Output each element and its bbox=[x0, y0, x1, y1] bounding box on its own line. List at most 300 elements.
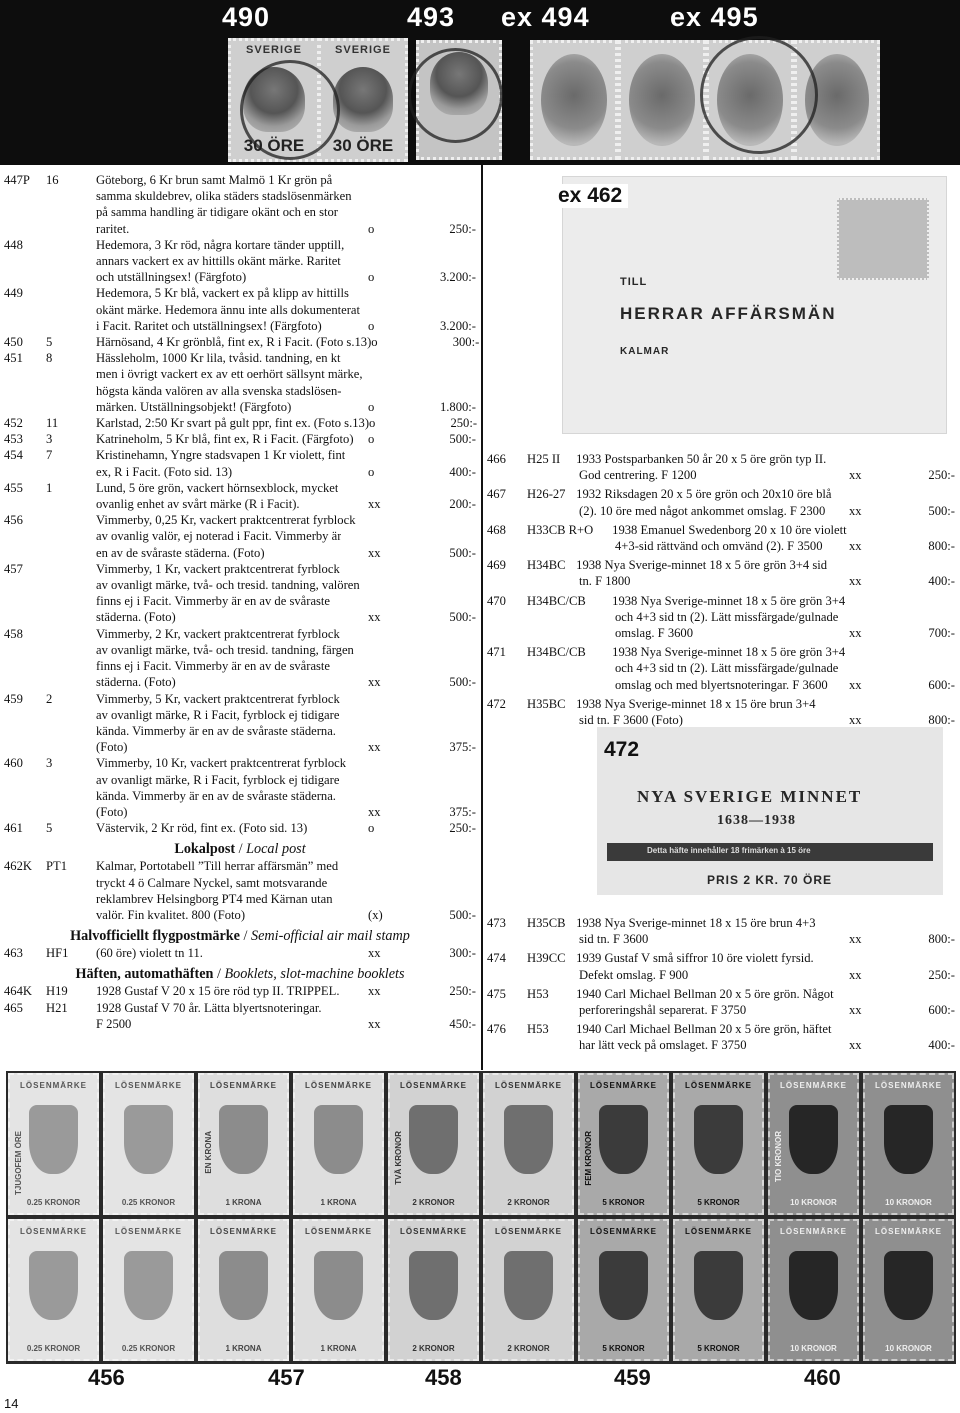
top-stamp-photo bbox=[0, 0, 960, 165]
catalog-number: 5 bbox=[46, 821, 53, 836]
condition-code: xx bbox=[368, 497, 381, 512]
starting-price: 1.800:- bbox=[439, 399, 476, 414]
description-line bbox=[527, 538, 955, 554]
description-line bbox=[96, 755, 476, 771]
description-line bbox=[527, 609, 955, 625]
lot-number: 452 bbox=[4, 416, 23, 431]
coat-of-arms-icon bbox=[504, 1105, 553, 1174]
description-line bbox=[96, 221, 476, 237]
catalog-number bbox=[46, 561, 96, 626]
description-line bbox=[96, 561, 476, 577]
starting-price: 600:- bbox=[928, 1003, 955, 1018]
tile-value-text: 1 KRONA bbox=[320, 1344, 357, 1353]
description-line bbox=[527, 660, 955, 676]
lot-number: 451 bbox=[4, 351, 23, 366]
description-line bbox=[527, 712, 955, 728]
condition-code: o bbox=[371, 335, 378, 350]
stamp-tile bbox=[483, 1219, 574, 1361]
description-text: (2). 10 öre med något ankommet omslag. F 2300 bbox=[579, 503, 826, 518]
lot-description bbox=[527, 557, 955, 589]
description-text: 1938 Nya Sverige-minnet 18 x 15 öre brun 3+4 bbox=[576, 696, 816, 711]
starting-price: 375:- bbox=[449, 740, 476, 755]
lot-description bbox=[96, 820, 476, 836]
description-text: en av de svåraste städerna. (Foto) bbox=[96, 545, 265, 560]
description-text: 1938 Nya Sverige-minnet 18 x 5 öre grön 3+4 bbox=[612, 645, 846, 660]
coat-of-arms-icon bbox=[124, 1105, 173, 1174]
description-line bbox=[96, 350, 476, 366]
description-line bbox=[96, 875, 476, 891]
stamp-tile bbox=[388, 1219, 479, 1361]
description-text: reklambrev Helsingborg PT4 med Kärnan utan bbox=[96, 891, 333, 906]
catalog-number bbox=[46, 285, 96, 334]
left-lot-list bbox=[4, 172, 480, 1032]
description-line bbox=[96, 674, 476, 690]
description-line bbox=[96, 512, 476, 528]
description-text: av ovanligt märke, R i Facit, fyrblock ej tidigare bbox=[96, 707, 340, 722]
description-text: God centrering. F 1200 bbox=[579, 468, 697, 483]
catalog-number: H35CB bbox=[527, 916, 566, 930]
catalog-number: H34BC bbox=[527, 558, 566, 573]
king-portrait-icon bbox=[333, 67, 393, 132]
coat-of-arms-icon bbox=[789, 1251, 838, 1320]
lot-number: 463 bbox=[4, 946, 23, 961]
coat-of-arms-icon bbox=[694, 1251, 743, 1320]
photo-caption-459: 459 bbox=[614, 1365, 651, 1390]
description-text: högsta kända valören av alla svenska stadslösen- bbox=[96, 383, 342, 398]
catalog-number: 3 bbox=[46, 756, 53, 771]
stamp-block bbox=[6, 1071, 196, 1364]
description-text: (Foto) bbox=[96, 804, 128, 819]
stamp-tile bbox=[863, 1219, 954, 1361]
lot-row bbox=[4, 415, 476, 431]
stamp-tile bbox=[103, 1073, 194, 1215]
tile-side-text: FEM KRONOR bbox=[584, 1131, 593, 1186]
description-text: Härnösand, 4 Kr grönblå, fint ex, R i Facit. (Foto s.13) bbox=[96, 335, 372, 350]
stamp-denomination-text: 30 ÖRE bbox=[243, 136, 305, 155]
description-text: kända. Vimmerby är en av de svåraste städerna. bbox=[96, 788, 336, 803]
stamp-tile bbox=[578, 1219, 669, 1361]
condition-code: o bbox=[368, 432, 375, 447]
cover-text-nya-sverige: NYA SVERIGE MINNET bbox=[637, 787, 863, 806]
local-post-lots bbox=[4, 858, 476, 923]
lot-number: 464K bbox=[4, 984, 32, 999]
catalog-number: H34BC/CB bbox=[527, 645, 586, 660]
description-text: tn. F 1800 bbox=[579, 574, 631, 589]
lot-description bbox=[96, 447, 476, 479]
description-text: Katrineholm, 5 Kr blå, fint ex, R i Facit. (Färgfoto) bbox=[96, 432, 354, 447]
catalog-number: H53 bbox=[527, 1022, 549, 1037]
lot-meta bbox=[849, 1002, 955, 1018]
cover-text-years: 1638—1938 bbox=[717, 813, 796, 828]
description-left bbox=[527, 609, 838, 625]
lot-meta bbox=[368, 983, 476, 999]
section-title: Lokalpost bbox=[174, 841, 236, 858]
lot-description bbox=[527, 1021, 955, 1053]
description-text: ex, R i Facit. (Foto sid. 13) bbox=[96, 464, 233, 479]
description-text: av ovanligt märke, två- och tresid. tandning, valören bbox=[96, 578, 360, 593]
lot-row bbox=[4, 447, 476, 479]
description-line bbox=[527, 557, 955, 573]
stamp-tile bbox=[673, 1073, 764, 1215]
description-line bbox=[96, 302, 476, 318]
starting-price: 250:- bbox=[449, 821, 476, 836]
description-line bbox=[96, 642, 476, 658]
lot-meta bbox=[368, 804, 476, 820]
description-text: 1940 Carl Michael Bellman 20 x 5 öre grön. Något bbox=[576, 986, 834, 1001]
right-lot-list-lower bbox=[487, 915, 955, 1057]
lot-meta bbox=[849, 625, 955, 641]
description-text: i Facit. Raritet och utställningsex! (Färgfoto) bbox=[96, 318, 322, 333]
cover-text-contents: Detta häfte innehåller 18 frimärken à 15 öre bbox=[647, 846, 811, 855]
description-left bbox=[527, 467, 697, 483]
lot-number: 465 bbox=[4, 1000, 23, 1015]
catalog-number: 2 bbox=[46, 691, 53, 706]
catalog-number: H26-27 bbox=[527, 487, 566, 502]
lot-row bbox=[4, 431, 476, 447]
stamp-tile bbox=[293, 1073, 384, 1215]
condition-code: xx bbox=[368, 1016, 381, 1031]
catalog-number: 16 bbox=[46, 173, 59, 187]
stamp-tile bbox=[768, 1219, 859, 1361]
starting-price: 3.200:- bbox=[439, 270, 476, 285]
column-divider bbox=[481, 165, 483, 1070]
description-text: Defekt omslag. F 900 bbox=[579, 967, 689, 982]
description-line bbox=[527, 931, 955, 947]
lot-number: 459 bbox=[4, 691, 23, 706]
lot-description bbox=[527, 486, 955, 518]
lot-meta bbox=[849, 712, 955, 728]
stamp-block bbox=[196, 1071, 386, 1364]
coat-of-arms-icon bbox=[124, 1251, 173, 1320]
starting-price: 450:- bbox=[449, 1016, 476, 1031]
description-text: Göteborg, 6 Kr brun samt Malmö 1 Kr grön på bbox=[96, 173, 333, 187]
starting-price: 800:- bbox=[928, 539, 955, 554]
condition-code: xx bbox=[368, 804, 381, 819]
coat-of-arms-icon bbox=[409, 1251, 458, 1320]
lot-number: 461 bbox=[4, 821, 23, 836]
description-line bbox=[96, 415, 477, 431]
section-heading-local-post bbox=[4, 840, 476, 858]
lot-row bbox=[487, 1021, 955, 1053]
coat-of-arms-icon bbox=[29, 1251, 78, 1320]
lot-row bbox=[487, 451, 955, 483]
tile-value-text: 2 KRONOR bbox=[412, 1344, 455, 1353]
starting-price: 500:- bbox=[449, 545, 476, 560]
starting-price: 300:- bbox=[449, 946, 476, 961]
description-text: 1938 Nya Sverige-minnet 18 x 5 öre grön 3+4 bbox=[612, 593, 846, 608]
coat-of-arms-icon bbox=[504, 1251, 553, 1320]
lot-description bbox=[96, 350, 476, 415]
description-line bbox=[96, 528, 476, 544]
lot-number: 453 bbox=[4, 432, 23, 447]
description-left bbox=[527, 451, 826, 467]
starting-price: 600:- bbox=[928, 677, 955, 692]
tile-value-text: 0.25 KRONOR bbox=[26, 1198, 81, 1207]
ship-stamp-icon bbox=[837, 198, 929, 280]
description-line bbox=[527, 451, 955, 467]
section-subtitle: Booklets, slot-machine booklets bbox=[224, 966, 405, 983]
lot-description bbox=[96, 512, 476, 561]
description-line bbox=[96, 399, 476, 415]
description-line bbox=[527, 915, 955, 931]
tile-value-text: 10 KRONOR bbox=[790, 1198, 837, 1207]
photo-label-490: 490 bbox=[222, 2, 271, 32]
lot-description bbox=[96, 334, 479, 350]
starting-price: 250:- bbox=[449, 221, 476, 236]
coat-of-arms-icon bbox=[599, 1105, 648, 1174]
description-line bbox=[96, 891, 476, 907]
description-line bbox=[527, 486, 955, 502]
stamp-tile bbox=[673, 1219, 764, 1361]
condition-code: o bbox=[368, 270, 375, 285]
tile-value-text: 2 KRONOR bbox=[412, 1198, 455, 1207]
catalog-number: 11 bbox=[46, 416, 59, 431]
description-line bbox=[527, 950, 955, 966]
photo-label-493: 493 bbox=[407, 2, 456, 32]
stamp-image bbox=[530, 40, 618, 160]
lot-row bbox=[4, 172, 476, 237]
description-text: av ovanligt märke, R i Facit, fyrblock ej tidigare bbox=[96, 772, 340, 787]
lot-description bbox=[96, 172, 476, 237]
description-text: samma skuldebrev, olika städers stadslösenmärken bbox=[96, 189, 352, 204]
postmark-icon bbox=[700, 36, 818, 154]
description-line bbox=[96, 545, 476, 561]
description-line bbox=[96, 707, 476, 723]
starting-price: 300:- bbox=[452, 335, 480, 350]
lot-meta bbox=[368, 739, 476, 755]
cover-text-till: TILL bbox=[620, 276, 648, 288]
lot-row bbox=[487, 644, 955, 693]
description-line bbox=[96, 188, 476, 204]
condition-code: xx bbox=[368, 984, 381, 999]
condition-code: xx bbox=[849, 574, 862, 589]
description-left bbox=[527, 696, 816, 712]
lot-description bbox=[527, 644, 955, 693]
lot-row bbox=[4, 858, 476, 923]
description-text: (60 öre) violett tn 11. bbox=[96, 946, 203, 961]
description-line bbox=[96, 788, 476, 804]
description-text: men i övrigt vackert ex av ett oerhört sällsynt märke, bbox=[96, 367, 363, 382]
stamp-tile bbox=[198, 1219, 289, 1361]
cover-info-strip bbox=[607, 843, 933, 861]
tile-side-text: TVÅ KRONOR bbox=[394, 1131, 403, 1185]
stamp-denomination-text: 30 ÖRE bbox=[332, 136, 394, 155]
description-left bbox=[527, 1021, 831, 1037]
condition-code: xx bbox=[368, 946, 381, 961]
description-line bbox=[527, 986, 955, 1002]
booklet-lots bbox=[4, 983, 476, 1032]
description-text: raritet. bbox=[96, 221, 130, 236]
lot-meta bbox=[849, 573, 955, 589]
description-line bbox=[96, 945, 476, 961]
description-text: 1938 Nya Sverige-minnet 18 x 15 öre brun 4+3 bbox=[576, 916, 816, 930]
lot-row bbox=[4, 561, 476, 626]
right-lot-list-upper bbox=[487, 451, 955, 731]
lot-number: 474 bbox=[487, 951, 506, 966]
description-line bbox=[96, 804, 476, 820]
lot-number: 469 bbox=[487, 558, 506, 573]
catalog-number: 3 bbox=[46, 432, 53, 447]
lot-number: 448 bbox=[4, 237, 23, 252]
king-portrait-icon bbox=[629, 54, 695, 145]
lot-number: 468 bbox=[487, 522, 506, 537]
photo-label-ex495: ex 495 bbox=[670, 2, 759, 32]
starting-price: 375:- bbox=[449, 804, 476, 819]
lot-row bbox=[4, 820, 476, 836]
condition-code: o bbox=[368, 399, 375, 414]
starting-price: 500:- bbox=[449, 610, 476, 625]
description-text: städerna. (Foto) bbox=[96, 610, 176, 625]
condition-code: xx bbox=[849, 1038, 862, 1053]
lot-number: 457 bbox=[4, 561, 23, 576]
condition-code: xx bbox=[849, 932, 862, 947]
lot-number: 460 bbox=[4, 756, 23, 771]
lot-description bbox=[96, 858, 476, 923]
lot-description bbox=[527, 451, 955, 483]
catalog-number: 5 bbox=[46, 335, 53, 350]
description-text: Karlstad, 2:50 Kr svart på gult ppr, fint ex. (Foto s.13) bbox=[96, 416, 370, 431]
section-separator: / bbox=[235, 841, 247, 858]
coat-of-arms-icon bbox=[219, 1105, 268, 1174]
description-text: omslag. F 3600 bbox=[615, 626, 694, 641]
description-left bbox=[527, 660, 838, 676]
tile-header-text: LÖSENMÄRKE bbox=[495, 1081, 562, 1090]
lot-row bbox=[4, 691, 476, 756]
lot-meta bbox=[849, 467, 955, 483]
lot-meta bbox=[368, 609, 476, 625]
lot-row bbox=[487, 696, 955, 728]
lot-meta bbox=[368, 464, 476, 480]
postmark-icon bbox=[408, 48, 503, 143]
description-line bbox=[527, 677, 955, 693]
lot-number: 472 bbox=[487, 696, 506, 711]
tile-header-text: LÖSENMÄRKE bbox=[210, 1081, 277, 1090]
tile-value-text: 2 KRONOR bbox=[507, 1198, 550, 1207]
section-subtitle: Semi-official air mail stamp bbox=[251, 928, 410, 945]
description-text: Vimmerby, 10 Kr, vackert praktcentrerat fyrblock bbox=[96, 756, 347, 771]
catalog-number bbox=[46, 626, 96, 691]
starting-price: 800:- bbox=[928, 713, 955, 728]
description-line bbox=[96, 204, 476, 220]
lot-meta bbox=[849, 677, 955, 693]
section-heading-air-mail bbox=[4, 927, 476, 945]
coat-of-arms-icon bbox=[599, 1251, 648, 1320]
description-left bbox=[527, 644, 845, 660]
description-text: Hässleholm, 1000 Kr lila, tvåsid. tandning, en kt bbox=[96, 351, 341, 366]
description-line bbox=[96, 723, 476, 739]
stamp-tile bbox=[293, 1219, 384, 1361]
photo-label-ex462: ex 462 bbox=[552, 184, 628, 208]
description-left bbox=[527, 1002, 746, 1018]
description-text: av ovanligt märke, två- och tresid. tandning, färgen bbox=[96, 642, 354, 657]
description-line bbox=[96, 285, 476, 301]
lot-meta bbox=[849, 967, 955, 983]
lot-description bbox=[527, 593, 955, 642]
catalog-number: HF1 bbox=[46, 946, 69, 961]
description-line bbox=[96, 593, 476, 609]
description-left bbox=[527, 593, 845, 609]
photo-caption-458: 458 bbox=[425, 1365, 462, 1390]
lot-number: 458 bbox=[4, 626, 23, 641]
description-line bbox=[96, 334, 479, 350]
cover-photo-ex462 bbox=[562, 176, 947, 434]
description-text: F 2500 bbox=[96, 1016, 132, 1031]
description-line bbox=[96, 318, 476, 334]
description-left bbox=[527, 503, 825, 519]
coat-of-arms-icon bbox=[884, 1105, 933, 1174]
condition-code: xx bbox=[368, 675, 381, 690]
description-text: på samma handling är tidigare okänt och en stor bbox=[96, 205, 339, 220]
catalog-number: 8 bbox=[46, 351, 53, 366]
condition-code: o bbox=[369, 416, 376, 431]
description-line bbox=[96, 366, 476, 382]
description-text: kända. Vimmerby är en av de svåraste städerna. bbox=[96, 723, 336, 738]
tile-header-text: LÖSENMÄRKE bbox=[780, 1081, 847, 1090]
stamp-country-text: SVERIGE bbox=[246, 44, 302, 56]
stamp-tile bbox=[483, 1073, 574, 1215]
tile-header-text: LÖSENMÄRKE bbox=[590, 1081, 657, 1090]
booklet-stamp-photo bbox=[6, 1071, 956, 1364]
lot-description bbox=[96, 755, 476, 820]
lot-row bbox=[4, 237, 476, 286]
description-text: finns ej i Facit. Vimmerby är en av de svåraste bbox=[96, 594, 331, 609]
description-left bbox=[527, 1037, 747, 1053]
description-line bbox=[527, 1021, 955, 1037]
description-line bbox=[96, 237, 476, 253]
lot-description bbox=[96, 415, 477, 431]
lot-description bbox=[96, 691, 476, 756]
lot-description bbox=[527, 696, 955, 728]
description-text: okänt märke. Hedemora ännu inte alls dokumenterat bbox=[96, 302, 361, 317]
description-line bbox=[527, 522, 955, 538]
lot-meta bbox=[368, 431, 476, 447]
catalog-number: H53 bbox=[527, 986, 549, 1001]
condition-code: o bbox=[368, 821, 375, 836]
coat-of-arms-icon bbox=[219, 1251, 268, 1320]
lot-description bbox=[96, 237, 476, 286]
tile-value-text: 5 KRONOR bbox=[697, 1198, 740, 1207]
lot-description bbox=[527, 986, 955, 1018]
description-text: Hedemora, 5 Kr blå, vackert ex på klipp av hittills bbox=[96, 286, 349, 301]
description-text: 1933 Postsparbanken 50 år 20 x 5 öre grön typ II. bbox=[576, 452, 827, 466]
description-line bbox=[527, 467, 955, 483]
cover-text-kalmar: KALMAR bbox=[620, 346, 670, 357]
lot-number: 466 bbox=[487, 452, 506, 466]
tile-header-text: LÖSENMÄRKE bbox=[685, 1227, 752, 1236]
cover-text-herrar: HERRAR AFFÄRSMÄN bbox=[620, 304, 837, 323]
cover-text-price: PRIS 2 KR. 70 ÖRE bbox=[707, 873, 833, 887]
description-line bbox=[96, 691, 476, 707]
tile-value-text: 10 KRONOR bbox=[790, 1344, 837, 1353]
description-line bbox=[96, 447, 476, 463]
lot-number: 467 bbox=[487, 487, 506, 502]
condition-code: xx bbox=[849, 1003, 862, 1018]
lot-row bbox=[4, 480, 476, 512]
catalog-number: PT1 bbox=[46, 859, 67, 874]
tile-header-text: LÖSENMÄRKE bbox=[400, 1227, 467, 1236]
description-text: Hedemora, 3 Kr röd, några kortare tänder upptill, bbox=[96, 237, 345, 252]
description-text: (Foto) bbox=[96, 740, 128, 755]
description-line bbox=[96, 820, 476, 836]
tile-header-text: LÖSENMÄRKE bbox=[495, 1227, 562, 1236]
lot-row bbox=[4, 755, 476, 820]
coat-of-arms-icon bbox=[29, 1105, 78, 1174]
starting-price: 500:- bbox=[449, 675, 476, 690]
catalog-number: H19 bbox=[46, 984, 68, 999]
description-text: 1939 Gustaf V små siffror 10 öre violett fyrsid. bbox=[576, 951, 814, 966]
stamp-tile bbox=[8, 1219, 99, 1361]
air-mail-lots bbox=[4, 945, 476, 961]
